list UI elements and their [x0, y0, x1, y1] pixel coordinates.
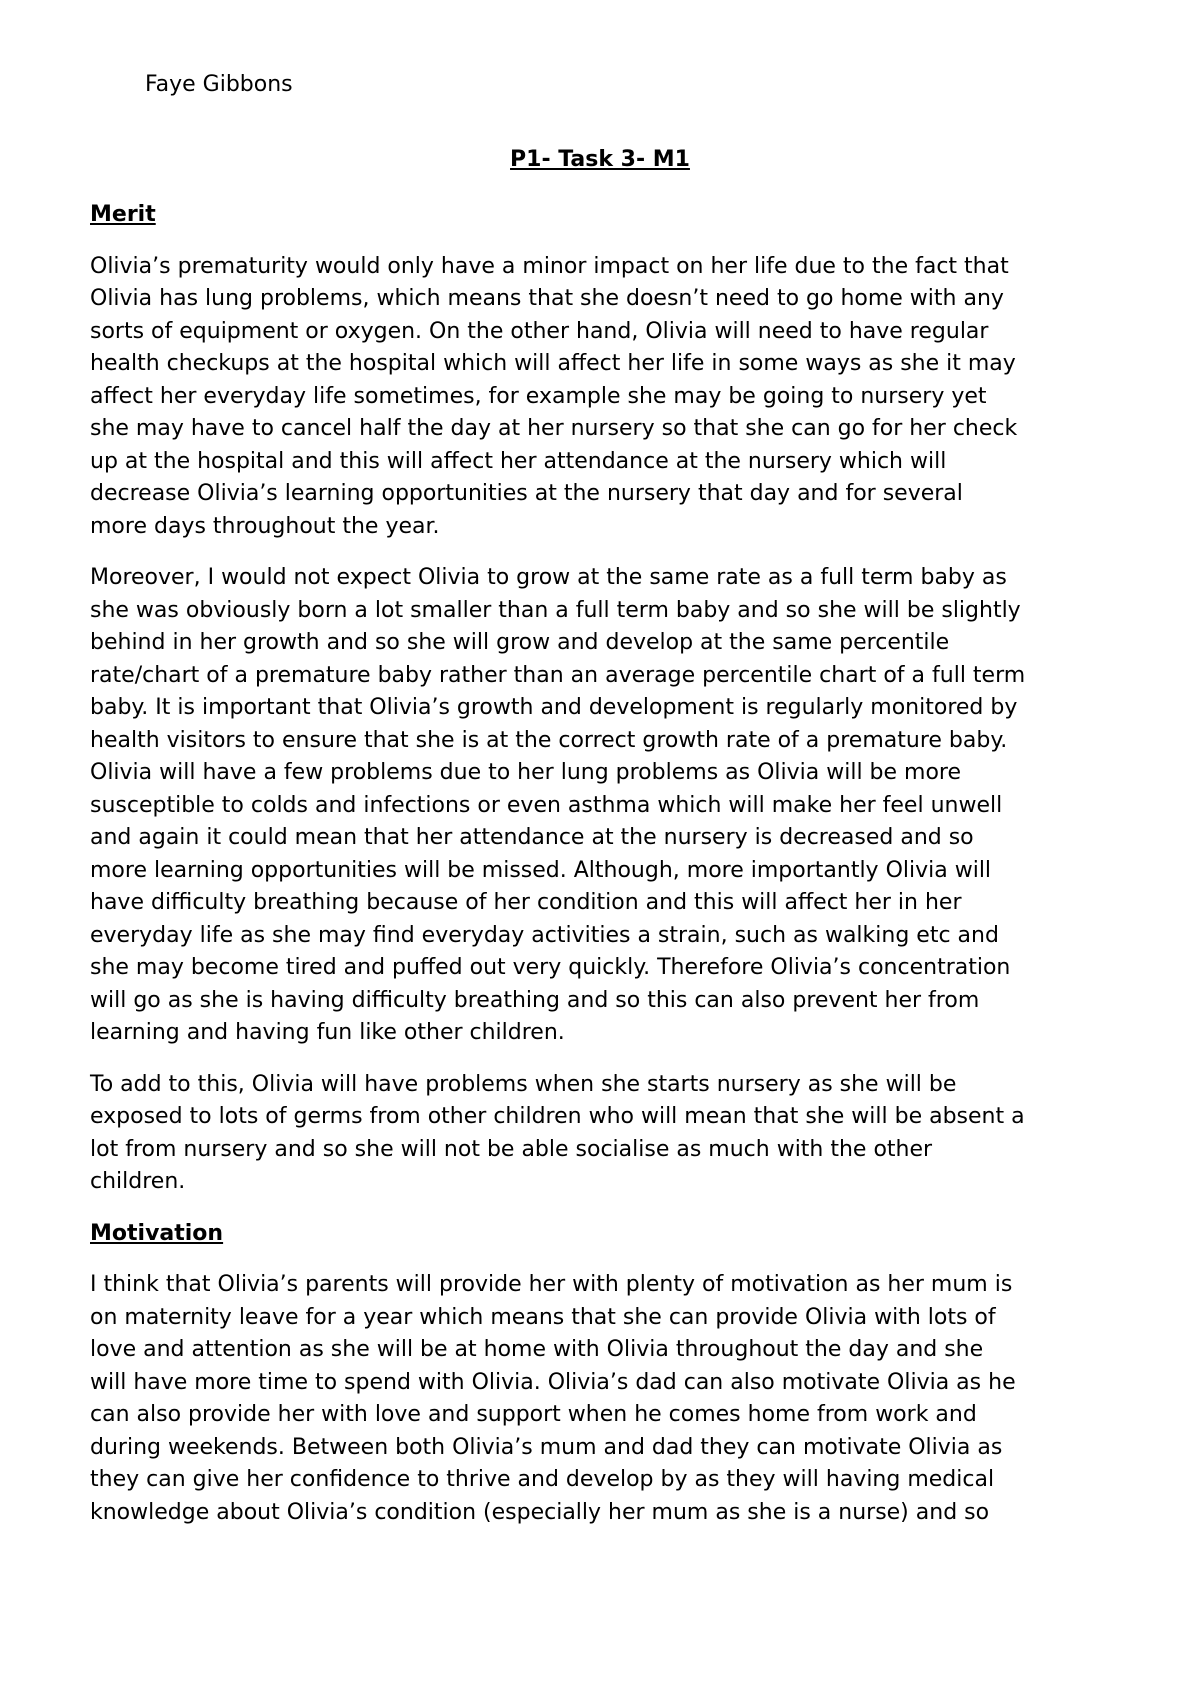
text-line: lot from nursery and so she will not be able socialise as much with the other	[90, 1136, 933, 1162]
paragraph	[90, 1269, 1130, 1529]
text-line: health visitors to ensure that she is at the correct growth rate of a premature baby.	[90, 727, 1008, 753]
text-line: she may have to cancel half the day at her nursery so that she can go for her check	[90, 416, 1018, 441]
text-line: they can give her confidence to thrive and develop by as they will having medical	[90, 1467, 995, 1492]
text-line: decrease Olivia’s learning opportunities at the nursery that day and for several	[90, 481, 963, 506]
document-body	[90, 199, 1130, 1548]
text-line: To add to this, Olivia will have problems when she starts nursery as she will be	[90, 1071, 957, 1097]
text-line: love and attention as she will be at home with Olivia throughout the day and she	[90, 1337, 984, 1362]
text-line: Olivia will have a few problems due to her lung problems as Olivia will be more	[90, 760, 962, 785]
text-line: and again it could mean that her attendance at the nursery is decreased and so	[90, 825, 974, 850]
text-line: will go as she is having difficulty breathing and so this can also prevent her from	[90, 987, 980, 1013]
text-line: Olivia’s prematurity would only have a minor impact on her life due to the fact that	[90, 253, 1009, 279]
text-line: knowledge about Olivia’s condition (especially her mum as she is a nurse) and so	[90, 1499, 990, 1525]
text-line: susceptible to colds and infections or even asthma which will make her feel unwell	[90, 792, 1003, 818]
text-line: on maternity leave for a year which means that she can provide Olivia with lots of	[90, 1304, 996, 1330]
text-line: everyday life as she may find everyday activities a strain, such as walking etc and	[90, 922, 999, 948]
text-line: up at the hospital and this will affect her attendance at the nursery which will	[90, 448, 947, 474]
paragraph	[90, 1069, 1130, 1199]
text-line: Moreover, I would not expect Olivia to grow at the same rate as a full term baby as	[90, 565, 1007, 590]
text-line: exposed to lots of germs from other children who will mean that she will be absent a	[90, 1104, 1025, 1129]
text-line: Olivia has lung problems, which means that she doesn’t need to go home with any	[90, 286, 1004, 311]
text-line: I think that Olivia’s parents will provide her with plenty of motivation as her mum is	[90, 1272, 1013, 1297]
text-line: health checkups at the hospital which will affect her life in some ways as she it may	[90, 351, 1016, 376]
text-line: affect her everyday life sometimes, for example she may be going to nursery yet	[90, 383, 987, 409]
text-line: children.	[90, 1169, 186, 1194]
text-line: more learning opportunities will be missed. Although, more importantly Olivia will	[90, 857, 992, 883]
paragraph	[90, 562, 1130, 1050]
paragraph	[90, 251, 1130, 544]
text-line: during weekends. Between both Olivia’s mum and dad they can motivate Olivia as	[90, 1434, 1003, 1460]
text-line: will have more time to spend with Olivia. Olivia’s dad can also motivate Olivia as he	[90, 1369, 1016, 1395]
text-line: behind in her growth and so she will grow and develop at the same percentile	[90, 630, 950, 655]
document-title: P1- Task 3- M1	[510, 147, 690, 172]
text-line: baby. It is important that Olivia’s growth and development is regularly monitored by	[90, 695, 1018, 720]
author-name: Faye Gibbons	[145, 72, 293, 97]
text-line: sorts of equipment or oxygen. On the other hand, Olivia will need to have regular	[90, 318, 989, 344]
text-line: she may become tired and puffed out very quickly. Therefore Olivia’s concentration	[90, 955, 1011, 980]
section-heading-merit: Merit	[90, 202, 156, 227]
text-line: she was obviously born a lot smaller than a full term baby and so she will be slightly	[90, 597, 1021, 623]
text-line: can also provide her with love and support when he comes home from work and	[90, 1402, 977, 1427]
text-line: have difficulty breathing because of her condition and this will affect her in her	[90, 890, 962, 915]
section-heading-motivation: Motivation	[90, 1220, 224, 1246]
text-line: more days throughout the year.	[90, 513, 440, 539]
text-line: learning and having fun like other children.	[90, 1020, 565, 1045]
text-line: rate/chart of a premature baby rather than an average percentile chart of a full term	[90, 662, 1026, 688]
